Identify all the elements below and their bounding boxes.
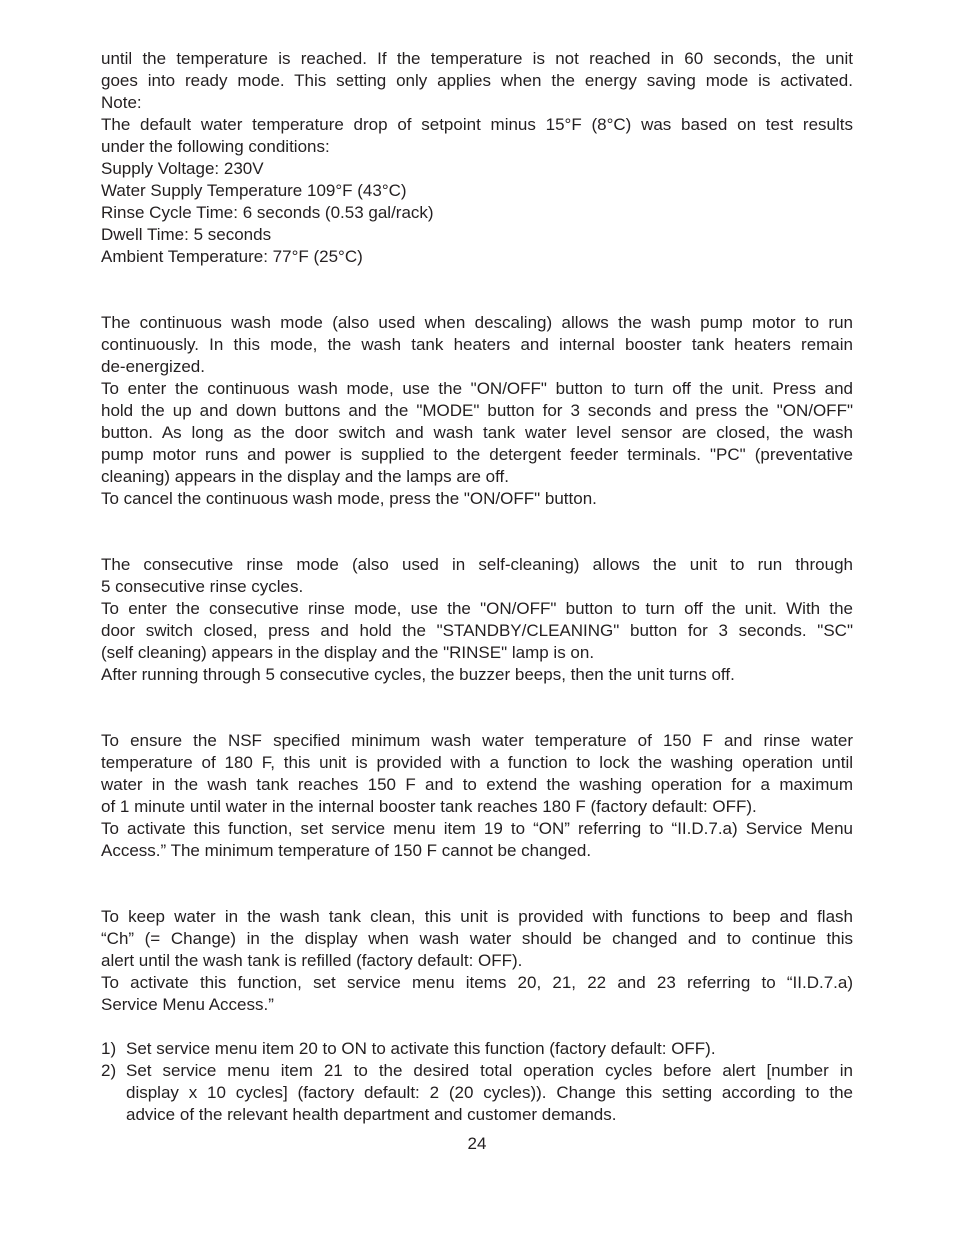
list-item (101, 1060, 853, 1126)
text-line: water in the wash tank reaches 150 F and to extend the washing operation for a maximum (101, 775, 853, 794)
page-number: 24 (467, 1134, 487, 1153)
text-line: temperature of 180 F, this unit is provided with a function to lock the washing operation until (101, 753, 853, 772)
text-line: To activate this function, set service menu item 19 to “ON” referring to “II.D.7.a) Service Menu (101, 819, 853, 838)
continuous-wash-section (101, 312, 853, 510)
text-line: To enter the continuous wash mode, use the "ON/OFF" button to turn off the unit. Press and (101, 379, 853, 398)
water-change-section (101, 906, 853, 1016)
text-line: door switch closed, press and hold the "STANDBY/CLEANING" button for 3 seconds. "SC" (101, 621, 853, 640)
condition-dwell-time: Dwell Time: 5 seconds (101, 225, 272, 244)
settings-steps-list (101, 1038, 853, 1126)
text-line: To enter the consecutive rinse mode, use the "ON/OFF" button to turn off the unit. With the (101, 599, 853, 618)
text-line: cleaning) appears in the display and the lamps are off. (101, 467, 509, 486)
text-line: To ensure the NSF specified minimum wash water temperature of 150 F and rinse water (101, 731, 853, 750)
text-line: hold the up and down buttons and the "MODE" button for 3 seconds and press the "ON/OFF" (101, 401, 853, 420)
note-label: Note: (101, 93, 142, 112)
document-page (101, 48, 853, 1126)
condition-ambient-temp: Ambient Temperature: 77°F (25°C) (101, 247, 363, 266)
text-line: Access.” The minimum temperature of 150 F cannot be changed. (101, 841, 592, 860)
text-line: alert until the wash tank is refilled (factory default: OFF). (101, 951, 523, 970)
text-line: To activate this function, set service menu items 20, 21, 22 and 23 referring to “II.D.7.a) (101, 973, 853, 992)
text-line: The default water temperature drop of setpoint minus 15°F (8°C) was based on test results (101, 115, 853, 134)
nsf-lock-section (101, 730, 853, 862)
text-line: de-energized. (101, 357, 205, 376)
condition-supply-voltage: Supply Voltage: 230V (101, 159, 264, 178)
text-line: The continuous wash mode (also used when descaling) allows the wash pump motor to run (101, 313, 853, 332)
text-line: (self cleaning) appears in the display and the "RINSE" lamp is on. (101, 643, 595, 662)
text-line: continuously. In this mode, the wash tank heaters and internal booster tank heaters remain (101, 335, 853, 354)
text-line: pump motor runs and power is supplied to the detergent feeder terminals. "PC" (preventative (101, 445, 853, 464)
text-line: until the temperature is reached. If the temperature is not reached in 60 seconds, the unit (101, 49, 853, 68)
text-line: of 1 minute until water in the internal booster tank reaches 180 F (factory default: OFF). (101, 797, 757, 816)
text-line: goes into ready mode. This setting only applies when the energy saving mode is activated. (101, 71, 853, 90)
text-line: Set service menu item 20 to ON to activate this function (factory default: OFF). (126, 1039, 716, 1058)
text-line: To keep water in the wash tank clean, this unit is provided with functions to beep and flash (101, 907, 853, 926)
text-line: advice of the relevant health department and customer demands. (126, 1105, 617, 1124)
consecutive-rinse-section (101, 554, 853, 686)
text-line: under the following conditions: (101, 137, 330, 156)
text-line: display x 10 cycles] (factory default: 2 (20 cycles)). Change this setting according to the (126, 1083, 853, 1102)
text-line: After running through 5 consecutive cycles, the buzzer beeps, then the unit turns off. (101, 665, 735, 684)
list-item-number: 2) (101, 1061, 117, 1080)
text-line: “Ch” (= Change) in the display when wash water should be changed and to continue this (101, 929, 853, 948)
text-line: The consecutive rinse mode (also used in self-cleaning) allows the unit to run through (101, 555, 853, 574)
text-line: To cancel the continuous wash mode, press the "ON/OFF" button. (101, 489, 597, 508)
text-line: 5 consecutive rinse cycles. (101, 577, 304, 596)
text-line: Service Menu Access.” (101, 995, 274, 1014)
list-item-number: 1) (101, 1039, 117, 1058)
text-line: button. As long as the door switch and wash tank water level sensor are closed, the wash (101, 423, 853, 442)
intro-paragraph (101, 48, 853, 268)
condition-rinse-cycle-time: Rinse Cycle Time: 6 seconds (0.53 gal/rack) (101, 203, 434, 222)
condition-water-supply-temp: Water Supply Temperature 109°F (43°C) (101, 181, 407, 200)
text-line: Set service menu item 21 to the desired total operation cycles before alert [number in (126, 1061, 853, 1080)
list-item (101, 1038, 853, 1060)
